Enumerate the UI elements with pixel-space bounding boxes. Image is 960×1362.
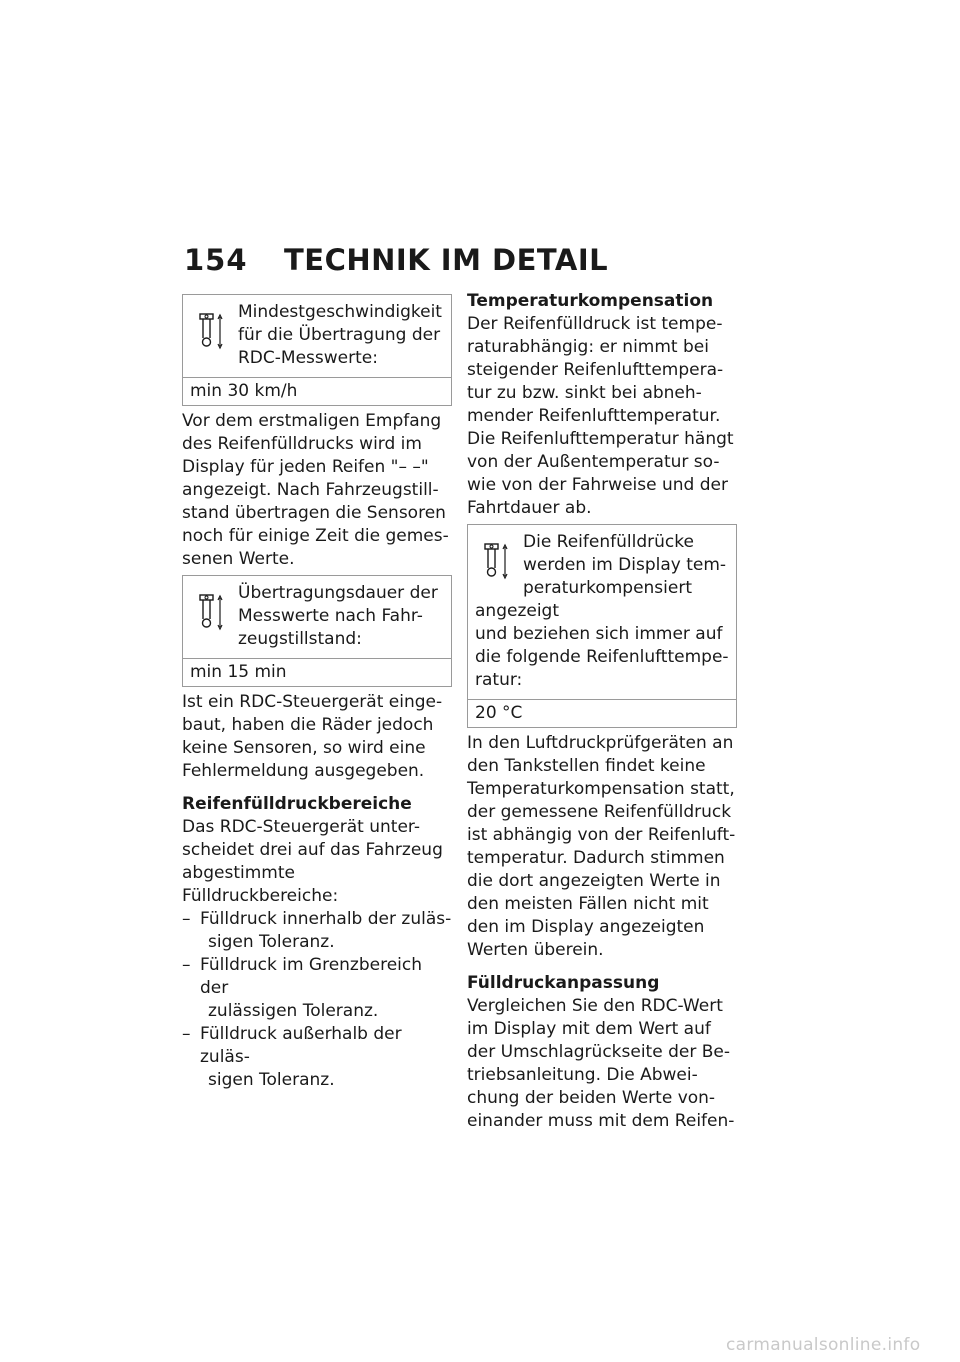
- text-line: Vergleichen Sie den RDC-Wert: [467, 996, 723, 1016]
- spec-text-line: RDC-Messwerte:: [238, 348, 378, 368]
- text-line: stand übertragen die Sensoren: [182, 503, 446, 523]
- section-heading: Reifenfülldruckbereiche: [182, 794, 412, 814]
- text-line: im Display mit dem Wert auf: [467, 1019, 711, 1039]
- spec-value: 20 °C: [468, 699, 736, 727]
- text-line: Fehlermeldung ausgegeben.: [182, 761, 425, 781]
- paragraph: [467, 313, 737, 520]
- text-line: ist abhängig von der Reifenluft-: [467, 825, 736, 845]
- spec-text-line: für die Übertragung der: [238, 325, 441, 345]
- text-line: steigender Reifenlufttempera-: [467, 360, 724, 380]
- text-line: abgestimmte Fülldruckbereiche:: [182, 863, 339, 906]
- text-line: angezeigt. Nach Fahrzeugstill-: [182, 480, 439, 500]
- text-line: Ist ein RDC-Steuergerät einge-: [182, 692, 443, 712]
- paragraph: [182, 691, 452, 783]
- text-line: Die Reifenlufttemperatur hängt: [467, 429, 734, 449]
- text-line: Display für jeden Reifen "– –": [182, 457, 429, 477]
- text-line: temperatur. Dadurch stimmen: [467, 848, 725, 868]
- text-line: triebsanleitung. Die Abwei-: [467, 1065, 698, 1085]
- spec-text-line: die folgende Reifenlufttempe-: [475, 647, 729, 667]
- paragraph: [182, 410, 452, 571]
- text-line: scheidet drei auf das Fahrzeug: [182, 840, 443, 860]
- page-number: 154: [184, 243, 248, 277]
- spec-text-line: und beziehen sich immer auf: [475, 624, 723, 644]
- text-line: die dort angezeigten Werte in: [467, 871, 721, 891]
- list-item: – Fülldruck außerhalb der zuläs- sigen Toleranz.: [182, 1023, 452, 1092]
- text-line: den meisten Fällen nicht mit: [467, 894, 709, 914]
- gauge-spec-icon: [475, 535, 519, 589]
- text-line: tur zu bzw. sinkt bei abneh-: [467, 383, 702, 403]
- text-line: einander muss mit dem Reifen-: [467, 1111, 735, 1131]
- spec-box-min-speed: [182, 294, 452, 406]
- text-line: der Umschlagrückseite der Be-: [467, 1042, 730, 1062]
- spec-text-line: werden im Display tem-: [523, 555, 727, 575]
- spec-value: min 30 km/h: [183, 377, 451, 405]
- text-line: Das RDC-Steuergerät unter-: [182, 817, 420, 837]
- text-line: von der Außentemperatur so-: [467, 452, 720, 472]
- text-line: des Reifenfülldrucks wird im: [182, 434, 422, 454]
- spec-value: min 15 min: [183, 658, 451, 686]
- paragraph: [467, 995, 737, 1133]
- text-line: wie von der Fahrweise und der: [467, 475, 728, 495]
- text-line: den Tankstellen findet keine: [467, 756, 706, 776]
- section-heading: Fülldruckanpassung: [467, 973, 660, 993]
- text-line: noch für einige Zeit die gemes-: [182, 526, 449, 546]
- text-line: Fahrtdauer ab.: [467, 498, 592, 518]
- pressure-range-list: [182, 908, 452, 1092]
- spec-text-line: Übertragungsdauer der: [238, 583, 438, 603]
- text-line: chung der beiden Werte von-: [467, 1088, 716, 1108]
- list-item: – Fülldruck im Grenzbereich der zulässigen Toleranz.: [182, 954, 452, 1023]
- spec-text-line: peraturkompensiert angezeigt: [475, 578, 693, 621]
- paragraph: [467, 732, 737, 962]
- chapter-title: TECHNIK IM DETAIL: [284, 243, 609, 277]
- text-line: Der Reifenfülldruck ist tempe-: [467, 314, 723, 334]
- spec-box-temperature: [467, 524, 737, 728]
- gauge-spec-icon: [190, 586, 234, 640]
- text-line: mender Reifenlufttemperatur.: [467, 406, 721, 426]
- text-line: raturabhängig: er nimmt bei: [467, 337, 709, 357]
- text-line: keine Sensoren, so wird eine: [182, 738, 426, 758]
- text-line: Temperaturkompensation statt,: [467, 779, 735, 799]
- spec-text-line: ratur:: [475, 670, 523, 690]
- text-line: Vor dem erstmaligen Empfang: [182, 411, 442, 431]
- section-heading: Temperaturkompensation: [467, 291, 714, 311]
- spec-text-line: zeugstillstand:: [238, 629, 362, 649]
- gauge-spec-icon: [190, 305, 234, 359]
- text-line: den im Display angezeigten: [467, 917, 705, 937]
- right-column: [467, 290, 737, 1133]
- paragraph: [182, 816, 452, 908]
- text-line: der gemessene Reifenfülldruck: [467, 802, 732, 822]
- page-header: [184, 240, 608, 280]
- left-column: [182, 290, 452, 1092]
- text-line: Werten überein.: [467, 940, 604, 960]
- list-item: – Fülldruck innerhalb der zuläs- sigen Toleranz.: [182, 908, 452, 954]
- spec-box-transmission-duration: [182, 575, 452, 687]
- text-line: In den Luftdruckprüfgeräten an: [467, 733, 734, 753]
- text-line: baut, haben die Räder jedoch: [182, 715, 434, 735]
- watermark: carmanualsonline.info: [726, 1335, 921, 1355]
- spec-text-line: Mindestgeschwindigkeit: [238, 302, 442, 322]
- text-line: senen Werte.: [182, 549, 295, 569]
- spec-text-line: Messwerte nach Fahr-: [238, 606, 423, 626]
- spec-text-line: Die Reifenfülldrücke: [523, 532, 694, 552]
